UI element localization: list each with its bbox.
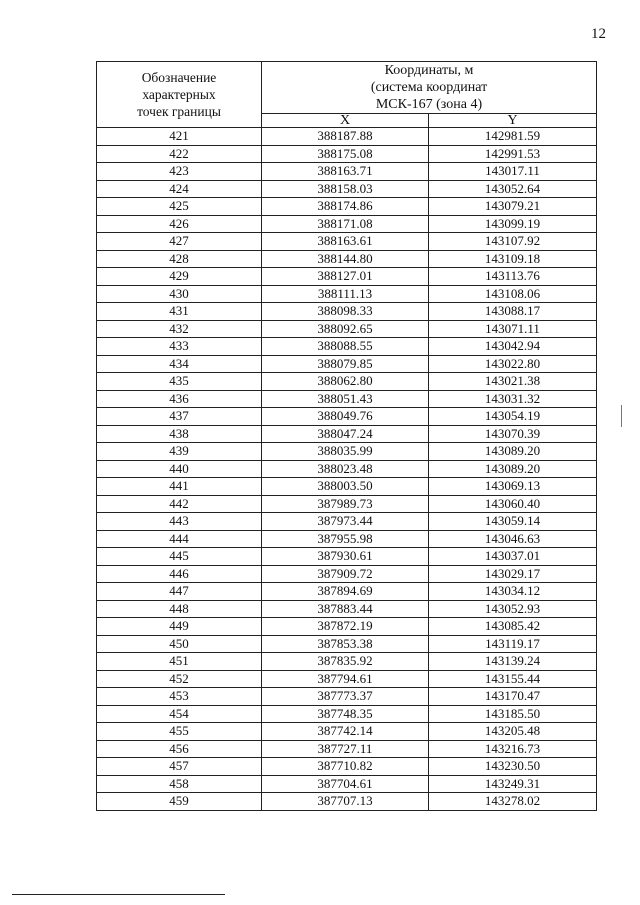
point-number-cell: 431 bbox=[97, 303, 262, 321]
y-coordinate-cell: 143021.38 bbox=[429, 373, 597, 391]
x-coordinate-cell: 387707.13 bbox=[262, 793, 429, 811]
y-coordinate-cell: 143017.11 bbox=[429, 163, 597, 181]
x-coordinate-cell: 387955.98 bbox=[262, 530, 429, 548]
margin-mark bbox=[621, 405, 622, 427]
point-number-cell: 453 bbox=[97, 688, 262, 706]
header-line: (система координат bbox=[370, 80, 488, 95]
x-coordinate-cell: 387872.19 bbox=[262, 618, 429, 636]
table-row bbox=[97, 723, 597, 741]
y-column-header: Y bbox=[429, 114, 597, 128]
x-coordinate-cell: 387727.11 bbox=[262, 740, 429, 758]
x-coordinate-cell: 387773.37 bbox=[262, 688, 429, 706]
coordinates-table bbox=[96, 61, 597, 811]
table-row bbox=[97, 793, 597, 811]
point-number-cell: 438 bbox=[97, 425, 262, 443]
x-coordinate-cell: 388098.33 bbox=[262, 303, 429, 321]
y-coordinate-cell: 143249.31 bbox=[429, 775, 597, 793]
x-coordinate-cell: 387742.14 bbox=[262, 723, 429, 741]
table-row bbox=[97, 513, 597, 531]
point-number-cell: 456 bbox=[97, 740, 262, 758]
point-number-cell: 458 bbox=[97, 775, 262, 793]
point-number-cell: 451 bbox=[97, 653, 262, 671]
table-row bbox=[97, 460, 597, 478]
table-row bbox=[97, 338, 597, 356]
point-number-cell: 428 bbox=[97, 250, 262, 268]
point-number-cell: 430 bbox=[97, 285, 262, 303]
point-number-cell: 449 bbox=[97, 618, 262, 636]
x-coordinate-cell: 388174.86 bbox=[262, 198, 429, 216]
point-number-cell: 426 bbox=[97, 215, 262, 233]
x-coordinate-cell: 388088.55 bbox=[262, 338, 429, 356]
table-row bbox=[97, 565, 597, 583]
x-coordinate-cell: 388023.48 bbox=[262, 460, 429, 478]
table-row bbox=[97, 145, 597, 163]
y-coordinate-cell: 143109.18 bbox=[429, 250, 597, 268]
y-coordinate-cell: 143054.19 bbox=[429, 408, 597, 426]
table-row bbox=[97, 320, 597, 338]
table-row bbox=[97, 635, 597, 653]
x-coordinate-cell: 387883.44 bbox=[262, 600, 429, 618]
header-line: Координаты, м bbox=[384, 63, 474, 78]
x-coordinate-cell: 387894.69 bbox=[262, 583, 429, 601]
point-number-cell: 445 bbox=[97, 548, 262, 566]
header-line: МСК-167 (зона 4) bbox=[375, 97, 483, 112]
point-number-cell: 439 bbox=[97, 443, 262, 461]
point-number-cell: 434 bbox=[97, 355, 262, 373]
point-number-cell: 436 bbox=[97, 390, 262, 408]
point-number-cell: 425 bbox=[97, 198, 262, 216]
x-coordinate-cell: 388163.71 bbox=[262, 163, 429, 181]
x-coordinate-cell: 388051.43 bbox=[262, 390, 429, 408]
point-number-cell: 444 bbox=[97, 530, 262, 548]
x-coordinate-cell: 387704.61 bbox=[262, 775, 429, 793]
table-row bbox=[97, 653, 597, 671]
point-number-cell: 432 bbox=[97, 320, 262, 338]
y-coordinate-cell: 143185.50 bbox=[429, 705, 597, 723]
y-coordinate-cell: 143170.47 bbox=[429, 688, 597, 706]
x-coordinate-cell: 388175.08 bbox=[262, 145, 429, 163]
table-row bbox=[97, 373, 597, 391]
point-number-cell: 427 bbox=[97, 233, 262, 251]
table-row bbox=[97, 775, 597, 793]
x-coordinate-cell: 388163.61 bbox=[262, 233, 429, 251]
table-row bbox=[97, 233, 597, 251]
table-row bbox=[97, 355, 597, 373]
table-body bbox=[97, 128, 597, 811]
y-coordinate-cell: 143052.93 bbox=[429, 600, 597, 618]
y-coordinate-cell: 143089.20 bbox=[429, 460, 597, 478]
x-coordinate-cell: 387835.92 bbox=[262, 653, 429, 671]
point-number-cell: 447 bbox=[97, 583, 262, 601]
y-coordinate-cell: 143216.73 bbox=[429, 740, 597, 758]
point-number-cell: 441 bbox=[97, 478, 262, 496]
y-coordinate-cell: 143278.02 bbox=[429, 793, 597, 811]
table-row bbox=[97, 600, 597, 618]
x-coordinate-cell: 388111.13 bbox=[262, 285, 429, 303]
point-number-cell: 429 bbox=[97, 268, 262, 286]
y-coordinate-cell: 143088.17 bbox=[429, 303, 597, 321]
x-coordinate-cell: 388035.99 bbox=[262, 443, 429, 461]
point-number-cell: 423 bbox=[97, 163, 262, 181]
x-column-header: X bbox=[262, 114, 429, 128]
table-row bbox=[97, 268, 597, 286]
table-row bbox=[97, 285, 597, 303]
header-line: точек границы bbox=[137, 104, 221, 119]
footnote-rule bbox=[12, 894, 225, 895]
x-coordinate-cell: 387853.38 bbox=[262, 635, 429, 653]
point-number-cell: 448 bbox=[97, 600, 262, 618]
x-coordinate-cell: 388062.80 bbox=[262, 373, 429, 391]
y-coordinate-cell: 143079.21 bbox=[429, 198, 597, 216]
point-number-cell: 454 bbox=[97, 705, 262, 723]
point-number-cell: 437 bbox=[97, 408, 262, 426]
table-row bbox=[97, 530, 597, 548]
table-row bbox=[97, 495, 597, 513]
table-row bbox=[97, 215, 597, 233]
y-coordinate-cell: 143060.40 bbox=[429, 495, 597, 513]
table-row bbox=[97, 390, 597, 408]
point-number-cell: 446 bbox=[97, 565, 262, 583]
y-coordinate-cell: 143042.94 bbox=[429, 338, 597, 356]
point-number-cell: 435 bbox=[97, 373, 262, 391]
table-row bbox=[97, 303, 597, 321]
x-coordinate-cell: 388187.88 bbox=[262, 128, 429, 146]
table-row bbox=[97, 408, 597, 426]
table-row bbox=[97, 688, 597, 706]
x-coordinate-cell: 388144.80 bbox=[262, 250, 429, 268]
point-number-cell: 457 bbox=[97, 758, 262, 776]
table-row bbox=[97, 478, 597, 496]
table-header bbox=[97, 62, 597, 128]
table-row bbox=[97, 128, 597, 146]
table-row bbox=[97, 583, 597, 601]
y-coordinate-cell: 143059.14 bbox=[429, 513, 597, 531]
x-coordinate-cell: 388049.76 bbox=[262, 408, 429, 426]
x-coordinate-cell: 387989.73 bbox=[262, 495, 429, 513]
point-number-cell: 433 bbox=[97, 338, 262, 356]
y-coordinate-cell: 142981.59 bbox=[429, 128, 597, 146]
y-coordinate-cell: 143069.13 bbox=[429, 478, 597, 496]
table-row bbox=[97, 618, 597, 636]
y-coordinate-cell: 143089.20 bbox=[429, 443, 597, 461]
y-coordinate-cell: 143022.80 bbox=[429, 355, 597, 373]
y-coordinate-cell: 143107.92 bbox=[429, 233, 597, 251]
table-row bbox=[97, 180, 597, 198]
x-coordinate-cell: 388127.01 bbox=[262, 268, 429, 286]
y-coordinate-cell: 143230.50 bbox=[429, 758, 597, 776]
x-coordinate-cell: 388003.50 bbox=[262, 478, 429, 496]
x-coordinate-cell: 387710.82 bbox=[262, 758, 429, 776]
table-row bbox=[97, 425, 597, 443]
point-number-cell: 422 bbox=[97, 145, 262, 163]
table-row bbox=[97, 758, 597, 776]
point-number-cell: 440 bbox=[97, 460, 262, 478]
y-coordinate-cell: 143037.01 bbox=[429, 548, 597, 566]
page-number: 12 bbox=[591, 26, 606, 42]
x-coordinate-cell: 388092.65 bbox=[262, 320, 429, 338]
header-line: Обозначение bbox=[141, 70, 217, 85]
y-coordinate-cell: 143139.24 bbox=[429, 653, 597, 671]
y-coordinate-cell: 143108.06 bbox=[429, 285, 597, 303]
y-coordinate-cell: 142991.53 bbox=[429, 145, 597, 163]
point-number-cell: 452 bbox=[97, 670, 262, 688]
y-coordinate-cell: 143052.64 bbox=[429, 180, 597, 198]
y-coordinate-cell: 143034.12 bbox=[429, 583, 597, 601]
y-coordinate-cell: 143071.11 bbox=[429, 320, 597, 338]
header-line: характерных bbox=[142, 87, 216, 102]
table-row bbox=[97, 250, 597, 268]
point-number-cell: 424 bbox=[97, 180, 262, 198]
y-coordinate-cell: 143031.32 bbox=[429, 390, 597, 408]
x-coordinate-cell: 387930.61 bbox=[262, 548, 429, 566]
point-number-cell: 421 bbox=[97, 128, 262, 146]
table-row bbox=[97, 740, 597, 758]
y-coordinate-cell: 143029.17 bbox=[429, 565, 597, 583]
point-number-cell: 450 bbox=[97, 635, 262, 653]
coordinates-header bbox=[262, 62, 597, 114]
y-coordinate-cell: 143113.76 bbox=[429, 268, 597, 286]
x-coordinate-cell: 388158.03 bbox=[262, 180, 429, 198]
table-row bbox=[97, 705, 597, 723]
y-coordinate-cell: 143070.39 bbox=[429, 425, 597, 443]
table-row bbox=[97, 163, 597, 181]
table-row bbox=[97, 670, 597, 688]
x-coordinate-cell: 388171.08 bbox=[262, 215, 429, 233]
y-coordinate-cell: 143099.19 bbox=[429, 215, 597, 233]
x-coordinate-cell: 387794.61 bbox=[262, 670, 429, 688]
table-row bbox=[97, 443, 597, 461]
x-coordinate-cell: 387909.72 bbox=[262, 565, 429, 583]
x-coordinate-cell: 387748.35 bbox=[262, 705, 429, 723]
point-label-header bbox=[97, 62, 262, 128]
point-number-cell: 455 bbox=[97, 723, 262, 741]
y-coordinate-cell: 143205.48 bbox=[429, 723, 597, 741]
y-coordinate-cell: 143155.44 bbox=[429, 670, 597, 688]
point-number-cell: 459 bbox=[97, 793, 262, 811]
table-row bbox=[97, 548, 597, 566]
y-coordinate-cell: 143046.63 bbox=[429, 530, 597, 548]
y-coordinate-cell: 143085.42 bbox=[429, 618, 597, 636]
x-coordinate-cell: 388047.24 bbox=[262, 425, 429, 443]
table-row bbox=[97, 198, 597, 216]
point-number-cell: 443 bbox=[97, 513, 262, 531]
point-number-cell: 442 bbox=[97, 495, 262, 513]
x-coordinate-cell: 387973.44 bbox=[262, 513, 429, 531]
y-coordinate-cell: 143119.17 bbox=[429, 635, 597, 653]
x-coordinate-cell: 388079.85 bbox=[262, 355, 429, 373]
